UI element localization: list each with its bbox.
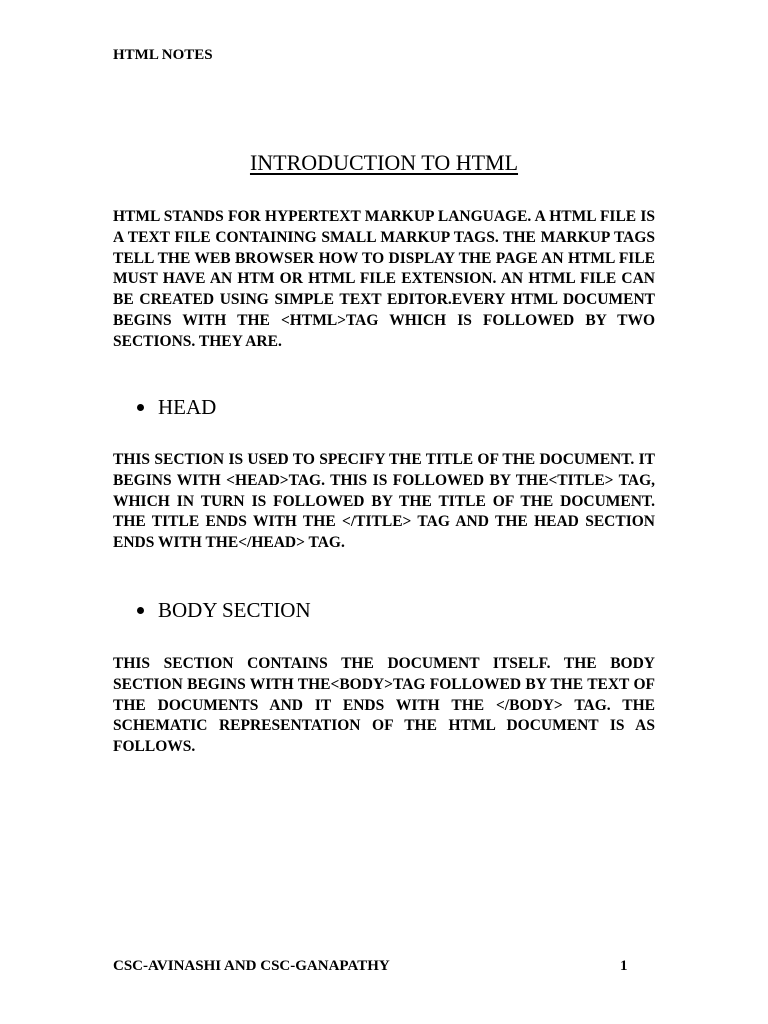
intro-paragraph: HTML STANDS FOR HYPERTEXT MARKUP LANGUAGE. A HTML FILE IS A TEXT FILE CONTAINING SMALL MARKUP TAGS. THE MARKUP TAGS TELL THE WEB BROWSER HOW TO DISPLAY THE PAGE AN HTML FILE MUST HAVE AN HTM OR HTML FILE EXTENSION. AN HTML FILE CAN BE CREATED USING SIMPLE TEXT EDITOR.EVERY HTML DOCUMENT BEGINS WITH THE <HTML>TAG WHICH IS FOLLOWED BY TWO SECTIONS. THEY ARE.	[113, 208, 655, 350]
page-number: 1	[620, 958, 628, 974]
body-section-paragraph: THIS SECTION CONTAINS THE DOCUMENT ITSELF. THE BODY SECTION BEGINS WITH THE<BODY>TAG FOLLOWED BY THE TEXT OF THE DOCUMENTS AND IT ENDS WITH THE </BODY> TAG. THE SCHEMATIC REPRESENTATION OF THE HTML DOCUMENT IS AS FOLLOWS.	[113, 655, 655, 756]
running-header: HTML NOTES	[113, 47, 213, 63]
section-heading-label: BODY SECTION	[158, 598, 311, 622]
head-section-paragraph: THIS SECTION IS USED TO SPECIFY THE TITLE OF THE DOCUMENT. IT BEGINS WITH <HEAD>TAG. THIS IS FOLLOWED BY THE<TITLE> TAG, WHICH IN TURN IS FOLLOWED BY THE TITLE OF THE DOCUMENT. THE TITLE ENDS WITH THE </TITLE> TAG AND THE HEAD SECTION ENDS WITH THE</HEAD> TAG.	[113, 451, 655, 552]
section-heading-body	[137, 598, 311, 623]
section-heading-label: HEAD	[158, 395, 217, 419]
bullet-dot-icon	[137, 607, 144, 614]
page-title: INTRODUCTION TO HTML	[249, 150, 519, 175]
bullet-dot-icon	[137, 404, 144, 411]
section-heading-head	[137, 395, 216, 420]
footer-authors: CSC-AVINASHI AND CSC-GANAPATHY	[113, 958, 390, 974]
